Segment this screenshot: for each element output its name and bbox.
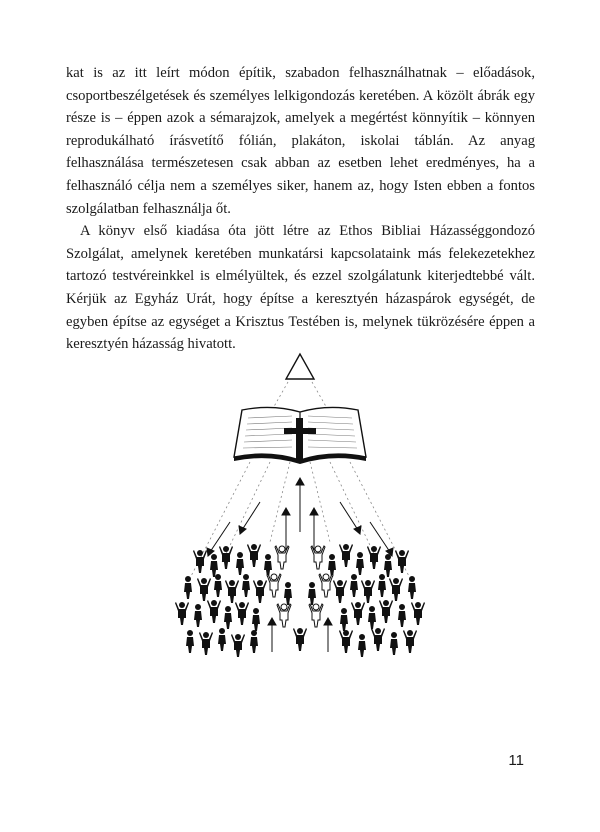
triangle-icon bbox=[286, 354, 314, 379]
paragraph-1: kat is az itt leírt módon építik, szabadon felhasználhatnak – előadások, csoportbeszélgetések és személyes lelkigondozás keretében. A közölt ábrák egy része is – éppen azok a sémarajzok, amelyek a megértést könnyítik – könnyen reprodukálható írásvetítő fólián, plakáton, iskolai táblán. Az anyag felhasználása természetesen csak abban az esetben lehet eredményes, ha a felhasználó célja nem a személyes siker, hanem az, hogy Isten ebben a fontos szolgálatban felhasználja őt. bbox=[66, 65, 535, 217]
bible-crowd-illustration bbox=[160, 352, 440, 672]
body-text bbox=[66, 62, 535, 356]
page-number: 11 bbox=[508, 752, 524, 769]
crowd-of-people bbox=[175, 544, 425, 657]
arrows bbox=[207, 478, 393, 652]
paragraph-2: A könyv első kiadása óta jött létre az Ethos Bibliai Házasséggondozó Szolgálat, amelynek keretében munkatársi kapcsolataink más felekezetekhez tartozó testvéreinkkel is elmélyültek, és ezzel szolgálatunk kiterjedtebbé vált. Kérjük az Egyház Urát, hogy építse a keresztyén házaspárok egységét, de egyben építse az egységet a Krisztus Testében is, melynek tükrözésére éppen a keresztyén házasság hivatott. bbox=[66, 223, 535, 353]
